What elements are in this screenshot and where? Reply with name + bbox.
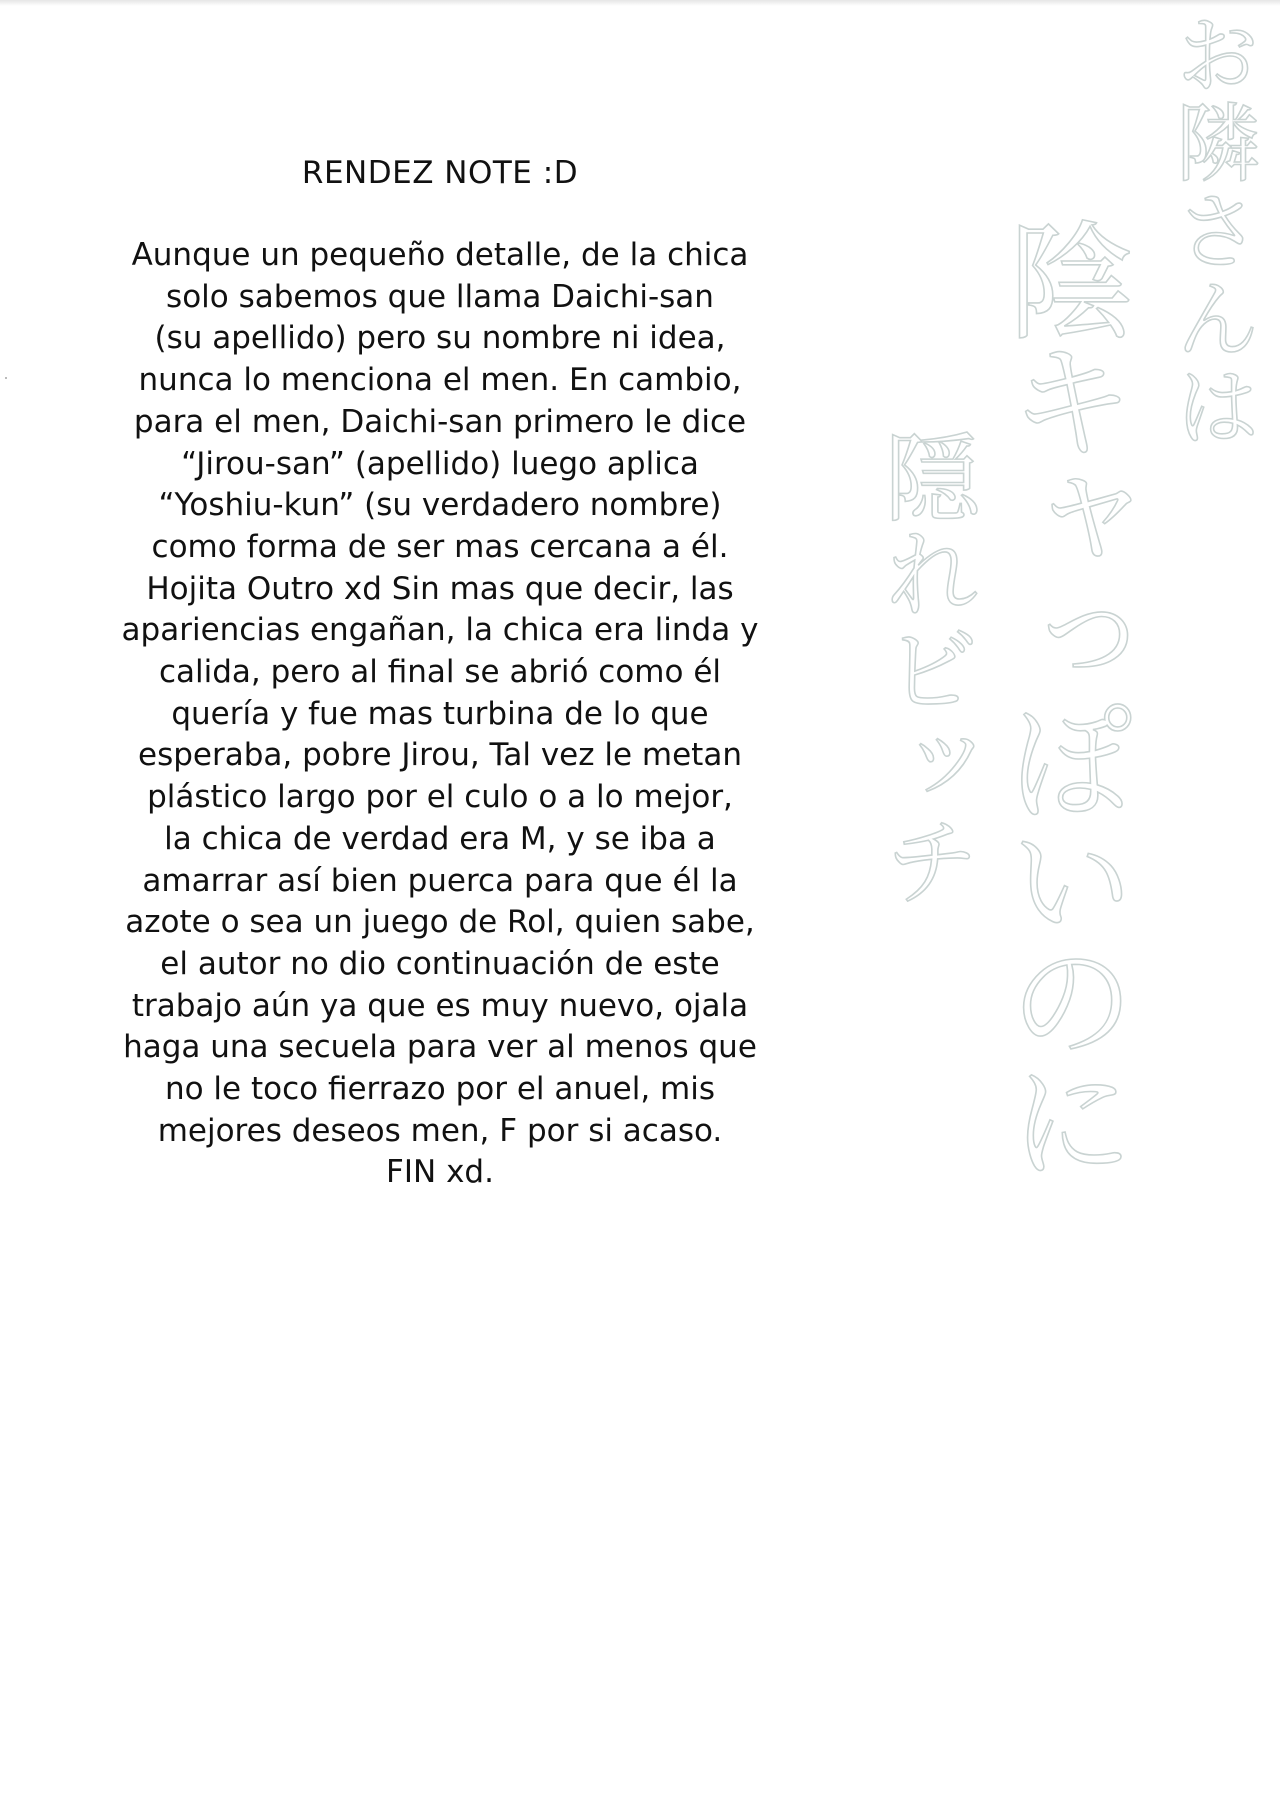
note-line: como forma de ser mas cercana a él. [151, 528, 729, 565]
note-line: quería y fue mas turbina de lo que [171, 695, 709, 732]
note-line: mejores deseos men, F por si acaso. [157, 1112, 723, 1149]
book-title-column-2: 陰キャっぽいのに [986, 215, 1135, 1175]
note-line: apariencias engañan, la chica era linda y [121, 612, 759, 649]
note-line: para el men, Daichi-san primero le dice [133, 403, 747, 440]
note-title: RENDEZ NOTE :D [301, 155, 579, 191]
note-line: Aunque un pequeño detalle, de la chica [131, 237, 749, 273]
note-line: “Yoshiu-kun” (su verdadero nombre) [158, 487, 722, 524]
note-line: la chica de verdad era M, y se iba a [164, 820, 716, 857]
note-line: el autor no dio continuación de este [160, 945, 720, 982]
note-line: no le toco fierrazo por el anuel, mis [164, 1071, 716, 1108]
note-line: amarrar así bien puerca para que él la [142, 862, 738, 899]
scan-speck [5, 377, 7, 379]
note-line: esperaba, pobre Jirou, Tal vez le metan [138, 737, 742, 774]
note-body [80, 235, 800, 1194]
note-line: trabajo aún ya que es muy nuevo, ojala [131, 987, 749, 1024]
note-line: “Jirou-san” (apellido) luego aplica [181, 445, 699, 482]
note-line: Hojita Outro xd Sin mas que decir, las [146, 570, 734, 607]
note-line: calida, pero al final se abrió como él [158, 654, 722, 691]
book-title-column-1: お隣さんは [1160, 10, 1260, 450]
book-title-column-3: 隠れビッチ [869, 428, 981, 908]
note-line: solo sabemos que llama Daichi-san [166, 278, 714, 315]
note-line: plástico largo por el culo o a lo mejor, [147, 779, 733, 816]
note-line: nunca lo menciona el men. En cambio, [138, 362, 742, 399]
note-line: azote o sea un juego de Rol, quien sabe, [125, 904, 755, 941]
note-line: (su apellido) pero su nombre ni idea, [154, 320, 726, 357]
note-line: FIN xd. [386, 1154, 494, 1191]
translator-note [80, 155, 800, 1194]
page-edge-shadow [0, 0, 1280, 6]
note-line: haga una secuela para ver al menos que [123, 1029, 757, 1066]
